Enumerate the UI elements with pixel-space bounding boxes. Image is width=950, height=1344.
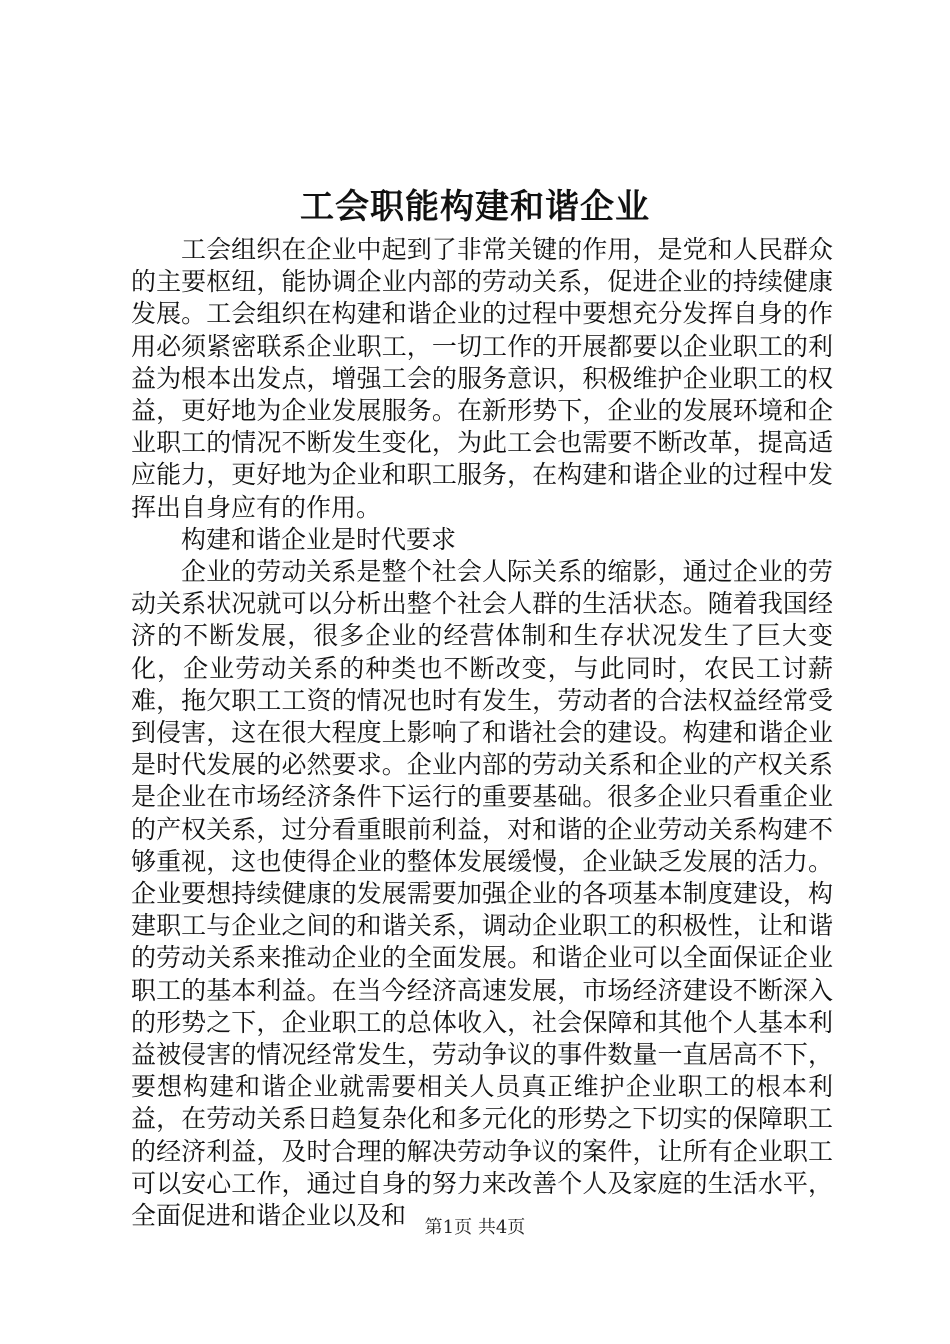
- intro-paragraph: 工会组织在企业中起到了非常关键的作用，是党和人民群众的主要枢纽，能协调企业内部的劳动关系，促进企业的持续健康发展。工会组织在构建和谐企业的过程中要想充分发挥自身的作用必须紧密联系企业职工，一切工作的开展都要以企业职工的利益为根本出发点，增强工会的服务意识，积极维护企业职工的权益，更好地为企业发展服务。在新形势下，企业的发展环境和企业职工的情况不断发生变化，为此工会也需要不断改革，提高适应能力，更好地为企业和职工服务，在构建和谐企业的过程中发挥出自身应有的作用。: [131, 235, 833, 522]
- body-paragraph: 企业的劳动关系是整个社会人际关系的缩影，通过企业的劳动关系状况就可以分析出整个社会人群的生活状态。随着我国经济的不断发展，很多企业的经营体制和生存状况发生了巨大变化，企业劳动关系的种类也不断改变，与此同时，农民工讨薪难，拖欠职工工资的情况也时有发生，劳动者的合法权益经常受到侵害，这在很大程度上影响了和谐社会的建设。构建和谐企业是时代发展的必然要求。企业内部的劳动关系和企业的产权关系是企业在市场经济条件下运行的重要基础。很多企业只看重企业的产权关系，过分看重眼前利益，对和谐的企业劳动关系构建不够重视，这也使得企业的整体发展缓慢，企业缺乏发展的活力。企业要想持续健康的发展需要加强企业的各项基本制度建设，构建职工与企业之间的和谐关系，调动企业职工的积极性，让和谐的劳动关系来推动企业的全面发展。和谐企业可以全面保证企业职工的基本利益。在当今经济高速发展，市场经济建设不断深入的形势之下，企业职工的总体收入，社会保障和其他个人基本利益被侵害的情况经常发生，劳动争议的事件数量一直居高不下，要想构建和谐企业就需要相关人员真正维护企业职工的根本利益，在劳动关系日趋复杂化和多元化的形势之下切实的保障职工的经济利益，及时合理的解决劳动争议的案件，让所有企业职工可以安心工作，通过自身的努力来改善个人及家庭的生活水平，全面促进和谐企业以及和: [131, 557, 833, 1231]
- document-body: [131, 234, 833, 1232]
- page-number-footer: 第1页 共4页: [424, 1217, 526, 1238]
- document-title: 工会职能构建和谐企业: [300, 187, 650, 227]
- section-heading: 构建和谐企业是时代要求: [181, 524, 457, 554]
